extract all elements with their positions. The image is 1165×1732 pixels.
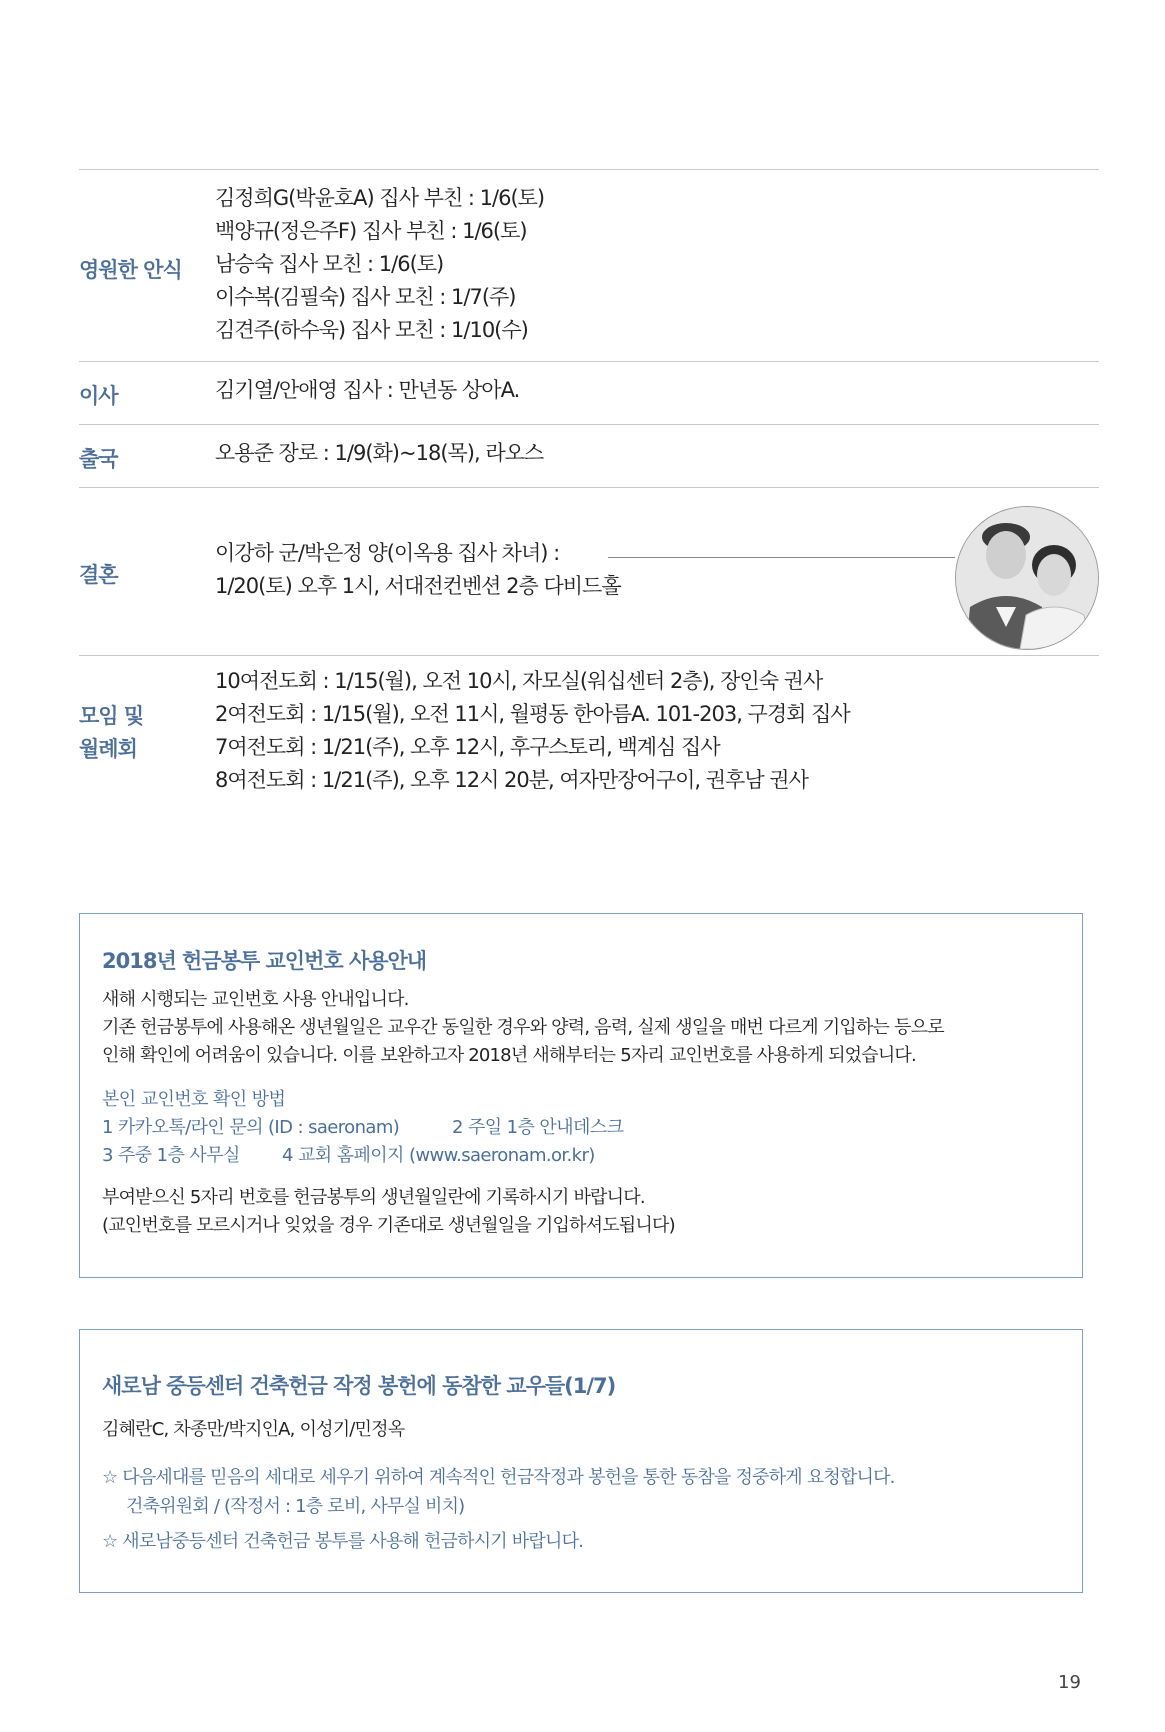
notice-intro-line: 기존 헌금봉투에 사용해온 생년월일은 교우간 동일한 경우와 양력, 음력, 실제 생일을 매번 다르게 기입하는 등으로 bbox=[102, 1017, 944, 1038]
wedding-couple-photo bbox=[955, 506, 1099, 650]
notice-box-member-number bbox=[79, 913, 1083, 1278]
condolence-line: 이수복(김필숙) 집사 모친 : 1/7(주) bbox=[215, 285, 516, 309]
couple-photo-illustration bbox=[956, 507, 1098, 649]
condolence-list bbox=[215, 182, 544, 347]
building-fund-note: ☆ 새로남중등센터 건축헌금 봉투를 사용해 헌금하시기 바랍니다. bbox=[102, 1531, 584, 1552]
wedding-label: 결혼 bbox=[79, 563, 118, 587]
method-item: 4 교회 홈페이지 (www.saeronam.or.kr) bbox=[282, 1145, 595, 1166]
wedding-text bbox=[215, 537, 621, 603]
notice-title: 2018년 헌금봉투 교인번호 사용안내 bbox=[102, 949, 427, 973]
condolence-label: 영원한 안식 bbox=[79, 258, 182, 282]
notice-intro bbox=[102, 986, 944, 1070]
moving-line: 김기열/안애영 집사 : 만년동 상아A. bbox=[215, 378, 520, 402]
building-fund-names: 김혜란C, 차종만/박지인A, 이성기/민정옥 bbox=[102, 1419, 405, 1440]
meeting-line: 8여전도회 : 1/21(주), 오후 12시 20분, 여자만장어구이, 권후남 권사 bbox=[215, 768, 808, 792]
method-row bbox=[102, 1142, 623, 1170]
notice-box-building-fund bbox=[79, 1329, 1083, 1593]
meetings-label-line: 월례회 bbox=[79, 737, 137, 761]
divider bbox=[79, 655, 1099, 656]
page-number: 19 bbox=[1058, 1672, 1081, 1693]
meeting-line: 10여전도회 : 1/15(월), 오전 10시, 자모실(워십센터 2층), 장인숙 권사 bbox=[215, 669, 823, 693]
moving-label: 이사 bbox=[79, 384, 118, 408]
meeting-line: 7여전도회 : 1/21(주), 오후 12시, 후구스토리, 백계심 집사 bbox=[215, 735, 720, 759]
divider bbox=[79, 487, 1099, 488]
condolence-line: 김견주(하수욱) 집사 모친 : 1/10(수) bbox=[215, 318, 528, 342]
method-item: 3 주중 1층 사무실 bbox=[102, 1145, 240, 1166]
moving-text bbox=[215, 374, 519, 407]
departure-line: 오용준 장로 : 1/9(화)~18(목), 라오스 bbox=[215, 441, 544, 465]
notice-outro-line: (교인번호를 모르시거나 잊었을 경우 기존대로 생년월일을 기입하셔도됩니다) bbox=[102, 1215, 675, 1236]
notice-outro bbox=[102, 1184, 675, 1240]
meetings-list bbox=[215, 665, 850, 797]
building-fund-title: 새로남 중등센터 건축헌금 작정 봉헌에 동참한 교우들(1/7) bbox=[102, 1374, 616, 1398]
photo-connector-line bbox=[608, 557, 955, 558]
building-fund-note: 건축위원회 / (작정서 : 1층 로비, 사무실 비치) bbox=[126, 1496, 465, 1517]
notice-intro-line: 인해 확인에 어려움이 있습니다. 이를 보완하고자 2018년 새해부터는 5자리 교인번호를 사용하게 되었습니다. bbox=[102, 1045, 916, 1066]
notice-outro-line: 부여받으신 5자리 번호를 헌금봉투의 생년월일란에 기록하시기 바랍니다. bbox=[102, 1187, 645, 1208]
wedding-line: 1/20(토) 오후 1시, 서대전컨벤션 2층 다비드홀 bbox=[215, 574, 621, 598]
method-section bbox=[102, 1086, 623, 1170]
condolence-line: 백양규(정은주F) 집사 부친 : 1/6(토) bbox=[215, 219, 527, 243]
meetings-label bbox=[79, 700, 143, 766]
building-fund-notes bbox=[102, 1463, 895, 1556]
method-item: 1 카카오톡/라인 문의 (ID : saeronam) bbox=[102, 1117, 400, 1138]
departure-label: 출국 bbox=[79, 447, 118, 471]
method-title: 본인 교인번호 확인 방법 bbox=[102, 1089, 286, 1110]
departure-text bbox=[215, 437, 543, 470]
divider bbox=[79, 424, 1099, 425]
method-item: 2 주일 1층 안내데스크 bbox=[452, 1117, 624, 1138]
meetings-label-line: 모임 및 bbox=[79, 704, 144, 728]
divider-top bbox=[79, 169, 1099, 170]
divider bbox=[79, 361, 1099, 362]
notice-intro-line: 새해 시행되는 교인번호 사용 안내입니다. bbox=[102, 989, 409, 1010]
condolence-line: 남승숙 집사 모친 : 1/6(토) bbox=[215, 252, 444, 276]
meeting-line: 2여전도회 : 1/15(월), 오전 11시, 월평동 한아름A. 101-203, 구경회 집사 bbox=[215, 702, 850, 726]
building-fund-note: ☆ 다음세대를 믿음의 세대로 세우기 위하여 계속적인 헌금작정과 봉헌을 통한 동참을 정중하게 요청합니다. bbox=[102, 1467, 895, 1488]
condolence-line: 김정희G(박윤호A) 집사 부친 : 1/6(토) bbox=[215, 186, 545, 210]
wedding-line: 이강하 군/박은정 양(이옥용 집사 차녀) : bbox=[215, 541, 560, 565]
method-row bbox=[102, 1114, 623, 1142]
